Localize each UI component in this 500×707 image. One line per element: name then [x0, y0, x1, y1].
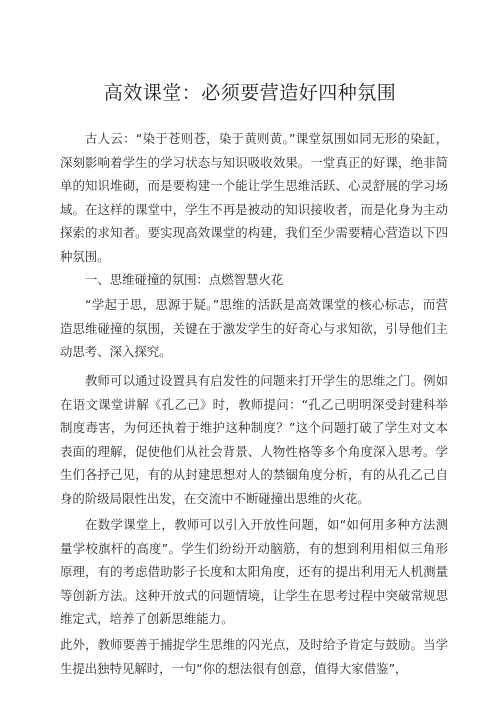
intro-paragraph: 古人云：“染于苍则苍，染于黄则黄。”课堂氛围如同无形的染缸，深刻影响着学生的学习状态与知识吸收效果。一堂真正的好课，绝非简单的知识堆砌，而是要构建一个能让学生思维活跃、心灵舒展的学习场域。在这样的课堂中，学生不再是被动的知识接收者，而是化身为主动探索的求知者。要实现高效课堂的构建，我们至少需要精心营造以下四种氛围。: [60, 131, 448, 264]
body-paragraph: 此外，教师要善于捕捉学生思维的闪光点，及时给予肯定与鼓励。当学生提出独特见解时，一句“你的想法很有创意，值得大家借鉴”，: [60, 637, 448, 676]
body-paragraph: 教师可以通过设置具有启发性的问题来打开学生的思维之门。例如在语文课堂讲解《孔乙己》时，教师提问：“孔乙己明明深受封建科举制度毒害，为何还执着于维护这种制度？”这个问题打破了学生对文本表面的理解，促使他们从社会背景、人物性格等多个角度深入思考。学生们各抒己见，有的从封建思想对人的禁锢角度分析，有的从孔乙己自身的阶级局限性出发，在交流中不断碰撞出思维的火花。: [60, 373, 448, 506]
body-paragraph: 在数学课堂上，教师可以引入开放性问题，如“如何用多种方法测量学校旗杆的高度”。学生们纷纷开动脑筋，有的想到利用相似三角形原理，有的考虑借助影子长度和太阳角度，还有的提出利用无人机测量等创新方法。这种开放式的问题情境，让学生在思考过程中突破常规思维定式，培养了创新思维能力。: [60, 517, 448, 626]
section-heading: 一、思维碰撞的氛围：点燃智慧火花: [85, 272, 284, 287]
document-title: 高效课堂：必须要营造好四种氛围: [103, 82, 397, 104]
quote-paragraph: “学起于思，思源于疑。”思维的活跃是高效课堂的核心标志，而营造思维碰撞的氛围，关键在于激发学生的好奇心与求知欲，引导他们主动思考、深入探究。: [60, 297, 448, 359]
